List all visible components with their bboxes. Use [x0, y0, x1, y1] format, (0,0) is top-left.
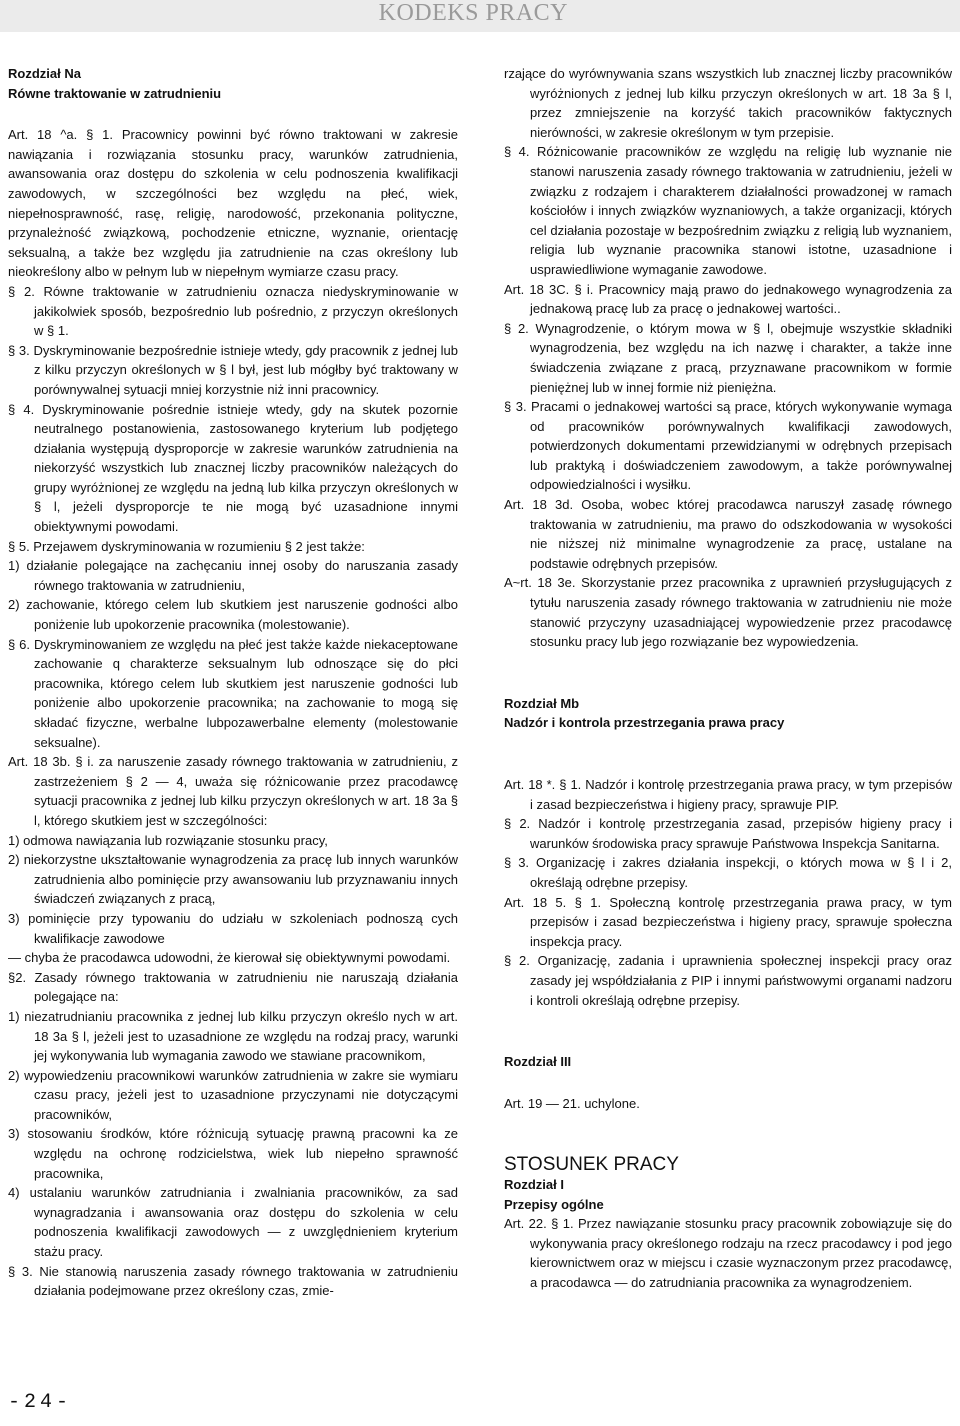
paragraph: Art. 18 *. § 1. Nadzór i kontrolę przestrzegania prawa pracy, w tym przepisów i zasad bezpieczeństwa i higieny pracy, sprawuje PIP.	[504, 777, 952, 812]
paragraph: § 2. Nadzór i kontrolę przestrzegania zasad, przepisów higieny pracy i warunków środowiska pracy sprawuje Państwowa Inspekcja Sanitarna.	[504, 816, 952, 851]
paragraph: § 3. Dyskryminowanie bezpośrednie istnieje wtedy, gdy pracownik z jednej lub z kilku przyczyn określonych w § l był, jest lub mógłby być traktowany w porównywalnej sytuacji mniej korzystnie niż inni pracownicy.	[8, 342, 458, 397]
paragraph: — chyba że pracodawca udowodni, że kierował się obiektywnymi powodami.	[8, 950, 451, 966]
paragraph: Art. 22. § 1. Przez nawiązanie stosunku pracy pracownik zobowiązuje się do wykonywania pracy określonego rodzaju na rzecz pracodawcy i pod jego kierownictwem oraz w miejscu i czasie wyznaczonym przez pracodawcę, a pracodawca — do zatrudniania pracownika za wynagrodzeniem.	[504, 1216, 952, 1290]
paragraph: § 4. Dyskryminowanie pośrednie istnieje wtedy, gdy na skutek pozornie neutralnego postanowienia, zastosowanego kryterium lub podjętego działania występują dysproporcje w zakresie warunków zatrudnienia na niekorzyść wszystkich lub znacznej liczby pracowników należących do grupy wyróżnionej ze względu na jedną lub kilka przyczyn określonych w § l, jeżeli dysproporcje te nie mogą być uzasadnione innymi obiektywnymi powodami.	[8, 401, 458, 535]
paragraph: 2) zachowanie, którego celem lub skutkiem jest naruszenie godności albo poniżenie lub upokorzenie pracownika (molestowanie).	[8, 597, 458, 633]
paragraph: 1) niezatrudnianiu pracownika z jednej lub kilku przyczyn określo nych w art. 18 3a § l, jeżeli jest to uzasadnione ze względu na rodzaj pracy, warunki jej wykonywania lub wymagania zawodo we stawiane pracownikom,	[8, 1008, 458, 1064]
paragraph: §2. Zasady równego traktowania w zatrudnieniu nie naruszają działania polegające na:	[8, 969, 458, 1005]
paragraph: 1) działanie polegające na zachęcaniu innej osoby do naruszania zasady równego traktowania w zatrudnieniu,	[8, 558, 458, 593]
paragraph: § 6. Dyskryminowaniem ze względu na płeć jest także każde niekaceptowane zachowanie q charakterze seksualnym lub odnoszące się do płci pracownika, którego celem lub skutkiem jest naruszenie godności lub poniżenie albo upokorzenie pracownika; na zachowanie to mogą się składać fizyczne, werbalne lubpozawerbalne elementy (molestowanie seksualne).	[8, 636, 458, 750]
paragraph: rzające do wyrównywania szans wszystkich lub znacznej liczby pracowników wyróżnionych z jednej lub kilku przyczyn określonych w art. 18 3a § l, przez zmniejszenie na korzyść takich pracowników faktycznych nierówności, w zakresie określonym w tym przepisie.	[504, 66, 952, 140]
paragraph: 2) niekorzystne ukształtowanie wynagrodzenia za pracę lub innych warunków zatrudnienia albo pominięcie przy awansowaniu lub przyznawaniu innych świadczeń związanych z pracą,	[8, 852, 458, 907]
paragraph: Art. 18 3d. Osoba, wobec której pracodawca naruszył zasadę równego traktowania w zatrudnieniu, ma prawo do odszkodowania w wysokości nie niższej niż minimalne wynagrodzenie za pracę, ustalane na podstawie odrębnych przepisów.	[504, 497, 952, 571]
paragraph: Art. 18 5. § 1. Społeczną kontrolę przestrzegania prawa pracy, w tym przepisów i zasad bezpieczeństwa i higieny pracy, sprawuje społeczna inspekcja pracy.	[504, 894, 952, 949]
section-heading: STOSUNEK PRACY	[504, 1154, 679, 1176]
paragraph: 3) pominięcie przy typowaniu do udziału w szkoleniach podnoszą cych kwalifikacje zawodowe	[8, 910, 458, 946]
spacer	[8, 103, 458, 125]
running-header	[0, 0, 960, 32]
paragraph: 2) wypowiedzeniu pracownikowi warunków zatrudnienia w zakre sie wymiaru czasu pracy, jeżeli jest to uzasadnione przyczynami nie dotyczącymi pracowników,	[8, 1067, 458, 1122]
paragraph: § 4. Różnicowanie pracowników ze względu na religię lub wyznanie nie stanowi naruszenia zasady równego traktowania w zatrudnieniu, jeżeli w związku z rodzajem i charakterem działalności prowadzonej w ramach kościołów i innych związków wyznaniowych, a także organizacji, których cel działania pozostaje w bezpośrednim związku z religią lub wyznaniem, religia lub wyznanie pracownika stanowi istotne, uzasadnione i usprawiedliwione wymaganie zawodowe.	[504, 144, 952, 277]
paragraph: Art. 18 ^a. § 1. Pracownicy powinni być równo traktowani w zakresie nawiązania i rozwiązania stosunku pracy, warunków zatrudnienia, awansowania oraz dostępu do szkolenia w celu podnoszenia kwalifikacji zawodowych, w szczególności bez względu na płeć, wiek, niepełnosprawność, rasę, religię, narodowość, przekonania polityczne, przynależność związkową, pochodzenie etniczne, wyznanie, orientację seksualną, a także bez względu jia zatrudnienie na czas określony lub nieokreślony albo w pełnym lub w niepełnym wymiarze czasu pracy.	[8, 127, 458, 280]
section-heading: Rozdział Mb	[504, 695, 580, 711]
paragraph: § 3. Nie stanowią naruszenia zasady równego traktowania w zatrudnieniu działania podejmowane przez określony czas, zmie-	[8, 1263, 458, 1299]
spacer	[504, 733, 952, 775]
section-heading: Przepisy ogólne	[504, 1196, 604, 1212]
paragraph: § 5. Przejawem dyskryminowania w rozumieniu § 2 jest także:	[8, 538, 365, 554]
paragraph: 4) ustalaniu warunków zatrudniania i zwalniania pracowników, za sad wynagradzania i awansowania oraz dostępu do szkolenia w celu podnoszenia kwalifikacji zawodowych — z uwzględnieniem kryterium stażu pracy.	[8, 1185, 458, 1260]
paragraph: § 2. Organizację, zadania i uprawnienia społecznej inspekcji pracy oraz zasady jej współdziałania z PIP i innymi państwowymi organami nadzoru i kontroli określają odrębne przepisy.	[504, 953, 952, 1008]
paragraph: § 3. Organizację i zakres działania inspekcji, o których mowa w § l i 2, określają odrębne przepisy.	[504, 855, 952, 890]
paragraph: Art. 19 — 21. uchylone.	[504, 1095, 640, 1111]
section-heading: Rozdział I	[504, 1176, 564, 1192]
paragraph: 3) stosowaniu środków, które różnicują sytuację prawną pracowni ka ze względu na ochronę rodzicielstwa, wiek lub niepełno sprawność pracownika,	[8, 1126, 458, 1181]
paragraph: § 2. Równe traktowanie w zatrudnieniu oznacza niedyskryminowanie w jakikolwiek sposób, bezpośrednio lub pośrednio, z przyczyn określonych w § 1.	[8, 283, 458, 339]
paragraph: § 3. Pracami o jednakowej wartości są prace, których wykonywanie wymaga od pracowników porównywalnych kwalifikacji zawodowych, potwierdzonych dokumentami przewidzianymi w odrębnych przepisach lub praktyką i doświadczeniem zawodowym, a także porównywalnej odpowiedzialności i wysiłku.	[504, 399, 952, 493]
left-column	[8, 64, 458, 1301]
section-heading: Rozdział III	[504, 1054, 572, 1070]
paragraph: Art. 18 3C. § i. Pracownicy mają prawo do jednakowego wynagrodzenia za jednakową pracę lub za pracę o jednakowej wartości..	[504, 281, 952, 317]
right-column	[504, 64, 952, 1292]
section-heading: Rozdział Na	[8, 66, 81, 81]
paragraph: A~rt. 18 3e. Skorzystanie przez pracownika z uprawnień przysługujących z tytułu naruszenia zasady równego traktowania w zatrudnieniu nie może stanowić przyczyny uzasadniającej wypowiedzenie przez pracodawcę stosunku pracy lub jego rozwiązanie bez wypowiedzenia.	[504, 575, 952, 650]
spacer	[504, 652, 952, 694]
spacer	[504, 1072, 952, 1094]
paragraph: § 2. Wynagrodzenie, o którym mowa w § l, obejmuje wszystkie składniki wynagrodzenia, bez względu na ich nazwę i charakter, a także inne świadczenia związane z pracą, przyznawane pracownikom w formie pieniężnej lub w innej formie niż pieniężna.	[504, 320, 952, 395]
section-heading: Nadzór i kontrola przestrzegania prawa pracy	[504, 715, 785, 731]
spacer	[504, 1010, 952, 1052]
section-heading: Równe traktowanie w zatrudnieniu	[8, 85, 222, 101]
spacer	[504, 1113, 952, 1155]
page-number: -24-	[8, 1391, 73, 1414]
paragraph: Art. 18 3b. § i. za naruszenie zasady równego traktowania w zatrudnieniu, z zastrzeżeniem § 2 — 4, uważa się różnicowanie przez pracodawcę sytuacji pracownika z jednej lub kilku przyczyn określonych w art. 18 3a § l, którego skutkiem jest w szczególności:	[8, 754, 458, 828]
running-header-title: KODEKS PRACY	[378, 0, 568, 26]
paragraph: 1) odmowa nawiązania lub rozwiązanie stosunku pracy,	[8, 832, 328, 848]
